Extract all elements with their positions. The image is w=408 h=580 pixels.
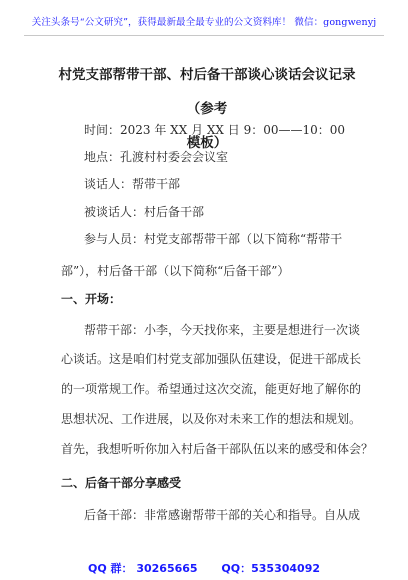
paragraph-line: 首先，我想听听你加入村后备干部队伍以来的感受和体会？ — [61, 442, 374, 456]
section-heading-sharing: 二、后备干部分享感受 — [61, 476, 182, 490]
footer-qq: QQ：535304092 — [221, 562, 321, 575]
title-line-1: 村党支部帮带干部、村后备干部谈心谈话会议记录（参考 — [58, 67, 356, 117]
paragraph-line: 心谈话。这是咱们村党支部加强队伍建设，促进干部成长 — [61, 352, 362, 366]
paragraph-line: 帮带干部：小李，今天找你来，主要是想进行一次谈 — [84, 323, 361, 337]
document-title — [52, 58, 362, 160]
header-note: 关注头条号“公文研究”，获得最新最全最专业的公文资料库！ 微信：gongwenyj — [31, 17, 377, 28]
meta-participants-1: 参与人员：村党支部帮带干部（以下简称“帮带干 — [84, 232, 343, 246]
meta-speaker: 谈话人：帮带干部 — [84, 177, 181, 191]
title-line-2: 模板） — [186, 135, 228, 151]
meta-listener: 被谈话人：村后备干部 — [84, 205, 205, 219]
footer-qq-group: QQ 群： 30265665 — [87, 562, 198, 575]
paragraph-line: 后备干部：非常感谢帮带干部的关心和指导。自从成 — [84, 508, 361, 522]
section-heading-opening: 一、开场： — [61, 292, 122, 306]
paragraph-line: 的一项常规工作。希望通过这次交流，能更好地了解你的 — [61, 382, 362, 396]
meta-participants-2: 部”），村后备干部（以下简称“后备干部”） — [61, 264, 290, 278]
paragraph-line: 思想状况、工作进展，以及你对未来工作的想法和规划。 — [61, 412, 362, 426]
footer-contact — [0, 560, 408, 576]
header-divider — [24, 35, 384, 36]
meta-time: 时间：2023 年 XX 月 XX 日 9：00——10：00 — [84, 123, 346, 137]
meta-place: 地点：孔渡村村委会会议室 — [84, 150, 229, 164]
